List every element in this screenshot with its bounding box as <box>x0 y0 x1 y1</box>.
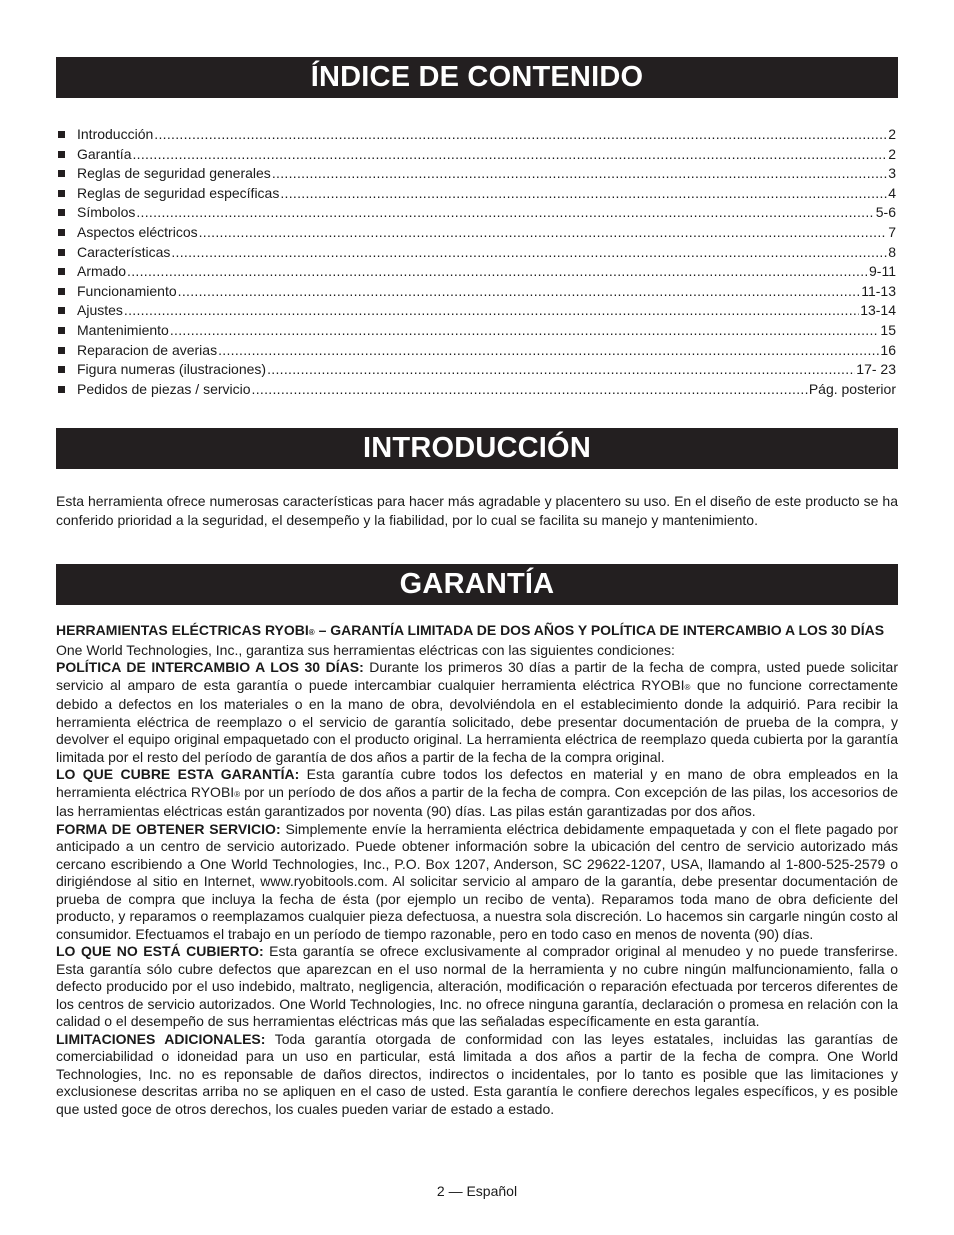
square-bullet-icon <box>58 347 65 354</box>
square-bullet-icon <box>58 209 65 216</box>
toc-item: Funcionamiento ..... 11-13 <box>56 282 896 302</box>
toc-item: Características ..... 8 <box>56 243 896 263</box>
toc-item: Introducción ..... 2 <box>56 125 896 145</box>
square-bullet-icon <box>58 249 65 256</box>
toc-list <box>56 125 896 399</box>
registered-mark: ® <box>308 628 315 637</box>
warranty-heading: HERRAMIENTAS ELÉCTRICAS RYOBI® – GARANTÍA LIMITADA DE DOS AÑOS Y POLÍTICA DE INTERCAMBIO A LOS 30 DÍAS <box>56 622 885 638</box>
intro-title: INTRODUCCIÓN <box>56 428 898 469</box>
square-bullet-icon <box>58 268 65 275</box>
square-bullet-icon <box>58 170 65 177</box>
warranty-body <box>56 622 898 1118</box>
warranty-section-exclusions: LO QUE NO ESTÁ CUBIERTO: Esta garantía se ofrece exclusivamente al comprador original al menudeo y no puede transferirse. Esta garantía sólo cubre defectos que aparezcan en el uso normal de la herramienta y no cubre ningún malfuncionamiento, falla o defecto producido por el uso indebido, maltrato, negligencia, alteración, modificación o reparación efectuada por terceros diferentes de los centros de servicio autorizados. One World Technologies, Inc. no ofrece ninguna garantía, declaración o promesa en relación con la calidad o el desempeño de sus herramientas eléctricas más que las señaladas específicamente en esta garantía. <box>56 943 898 1029</box>
toc-item: Armado ..... 9-11 <box>56 262 896 282</box>
registered-mark: ® <box>234 789 241 799</box>
registered-mark: ® <box>684 682 691 692</box>
square-bullet-icon <box>58 190 65 197</box>
warranty-opening: One World Technologies, Inc., garantiza sus herramientas eléctricas con las siguientes condiciones: <box>56 641 675 658</box>
warranty-title: GARANTÍA <box>56 564 898 605</box>
toc-item: Mantenimiento ..... 15 <box>56 321 896 341</box>
square-bullet-icon <box>58 229 65 236</box>
toc-item: Reglas de seguridad específicas ..... 4 <box>56 184 896 204</box>
toc-item: Ajustes ..... 13-14 <box>56 301 896 321</box>
warranty-section-exchange: POLÍTICA DE INTERCAMBIO A LOS 30 DÍAS: Durante los primeros 30 días a partir de la fecha de compra, usted puede solicitar servicio al amparo de esta garantía o puede intercambiar cualquier herramienta eléctrica RYOBI® que no funcione correctamente debido a defectos en los materiales o en la mano de obra, devolviéndola en el establecimiento donde la adquirió. Para recibir la herramienta eléctrica de reemplazo o el servicio de garantía solicitado, debe presentar documentación de prueba de la compra, y devolver el equipo original empaquetado con el producto original. La herramienta eléctrica de reemplazo queda cubierta por la garantía limitada por el resto del período de garantía de dos años a partir de la fecha de la compra original. <box>56 659 899 765</box>
square-bullet-icon <box>58 327 65 334</box>
warranty-section-limitations: LIMITACIONES ADICIONALES: Toda garantía otorgada de conformidad con las leyes estatales, incluidas las garantías de comerciabilidad o idoneidad para un uso en particular, está limitada a dos años a partir de la fecha de compra. One World Technologies, Inc. no es reponsable de daños directos, indirectos o incidentales, por lo tanto es posible que las limitaciones y exclusionese descritas arriba no se apliquen en el caso de usted. Esta garantía le confiere derechos legales específicos, y es posible que usted goce de otros derechos, los cuales pueden variar de estado a estado. <box>56 1030 898 1117</box>
square-bullet-icon <box>58 131 65 138</box>
intro-paragraph: Esta herramienta ofrece numerosas características para hacer más agradable y placentero su uso. En el diseño de este producto se ha conferido prioridad a la seguridad, el desempeño y la fiabilidad, por lo cual se facilita su manejo y mantenimiento. <box>56 493 898 528</box>
toc-item: Garantía ..... 2 <box>56 145 896 165</box>
warranty-section-coverage: LO QUE CUBRE ESTA GARANTÍA: Esta garantía cubre todos los defectos en material y en mano de obra empleados en la herramienta eléctrica RYOBI® por un período de dos años a partir de la fecha de compra. Con excepción de las pilas, los accesorios de las herramientas eléctricas están garantizados por noventa (90) días. Las pilas están garantizadas por dos años. <box>56 766 898 819</box>
warranty-section-service: FORMA DE OBTENER SERVICIO: Simplemente envíe la herramienta eléctrica debidamente empaquetada y con el flete pagado por anticipado a un centro de servicio autorizado. Puede obtener información sobre la ubicación del centro de servicio autorizado más cercano escribiendo a One World Technologies, Inc., P.O. Box 1207, Anderson, SC 29622-1207, USA, llamando al 1-800-525-2579 o dirigiéndose al sitio en Internet, www.ryobitools.com. Al solicitar servicio al amparo de la garantía, debe presentar documentación de prueba de compra que incluya la fecha de ésta (por ejemplo un recibo de venta). Reparamos toda mano de obra deficiente del producto, y reparamos o reemplazamos cualquier pieza defectuosa, a nuestra sola discreción. Lo hacemos sin cargarle ningún costo al consumidor. Efectuamos el trabajo en un período de tiempo razonable, pero en todo caso en menos de noventa (90) días. <box>56 820 898 942</box>
toc-item: Aspectos eléctricos ..... 7 <box>56 223 896 243</box>
page-footer: 2 — Español <box>436 1183 518 1199</box>
toc-title: ÍNDICE DE CONTENIDO <box>56 57 898 98</box>
square-bullet-icon <box>58 366 65 373</box>
toc-item: Símbolos ..... 5-6 <box>56 203 896 223</box>
toc-item: Pedidos de piezas / servicio ..... Pág. posterior <box>56 380 896 400</box>
square-bullet-icon <box>58 386 65 393</box>
toc-item: Reparacion de averias ..... 16 <box>56 341 896 361</box>
square-bullet-icon <box>58 288 65 295</box>
square-bullet-icon <box>58 151 65 158</box>
toc-item: Reglas de seguridad generales ..... 3 <box>56 164 896 184</box>
square-bullet-icon <box>58 307 65 314</box>
toc-item: Figura numeras (ilustraciones) ..... 17- 23 <box>56 360 896 380</box>
